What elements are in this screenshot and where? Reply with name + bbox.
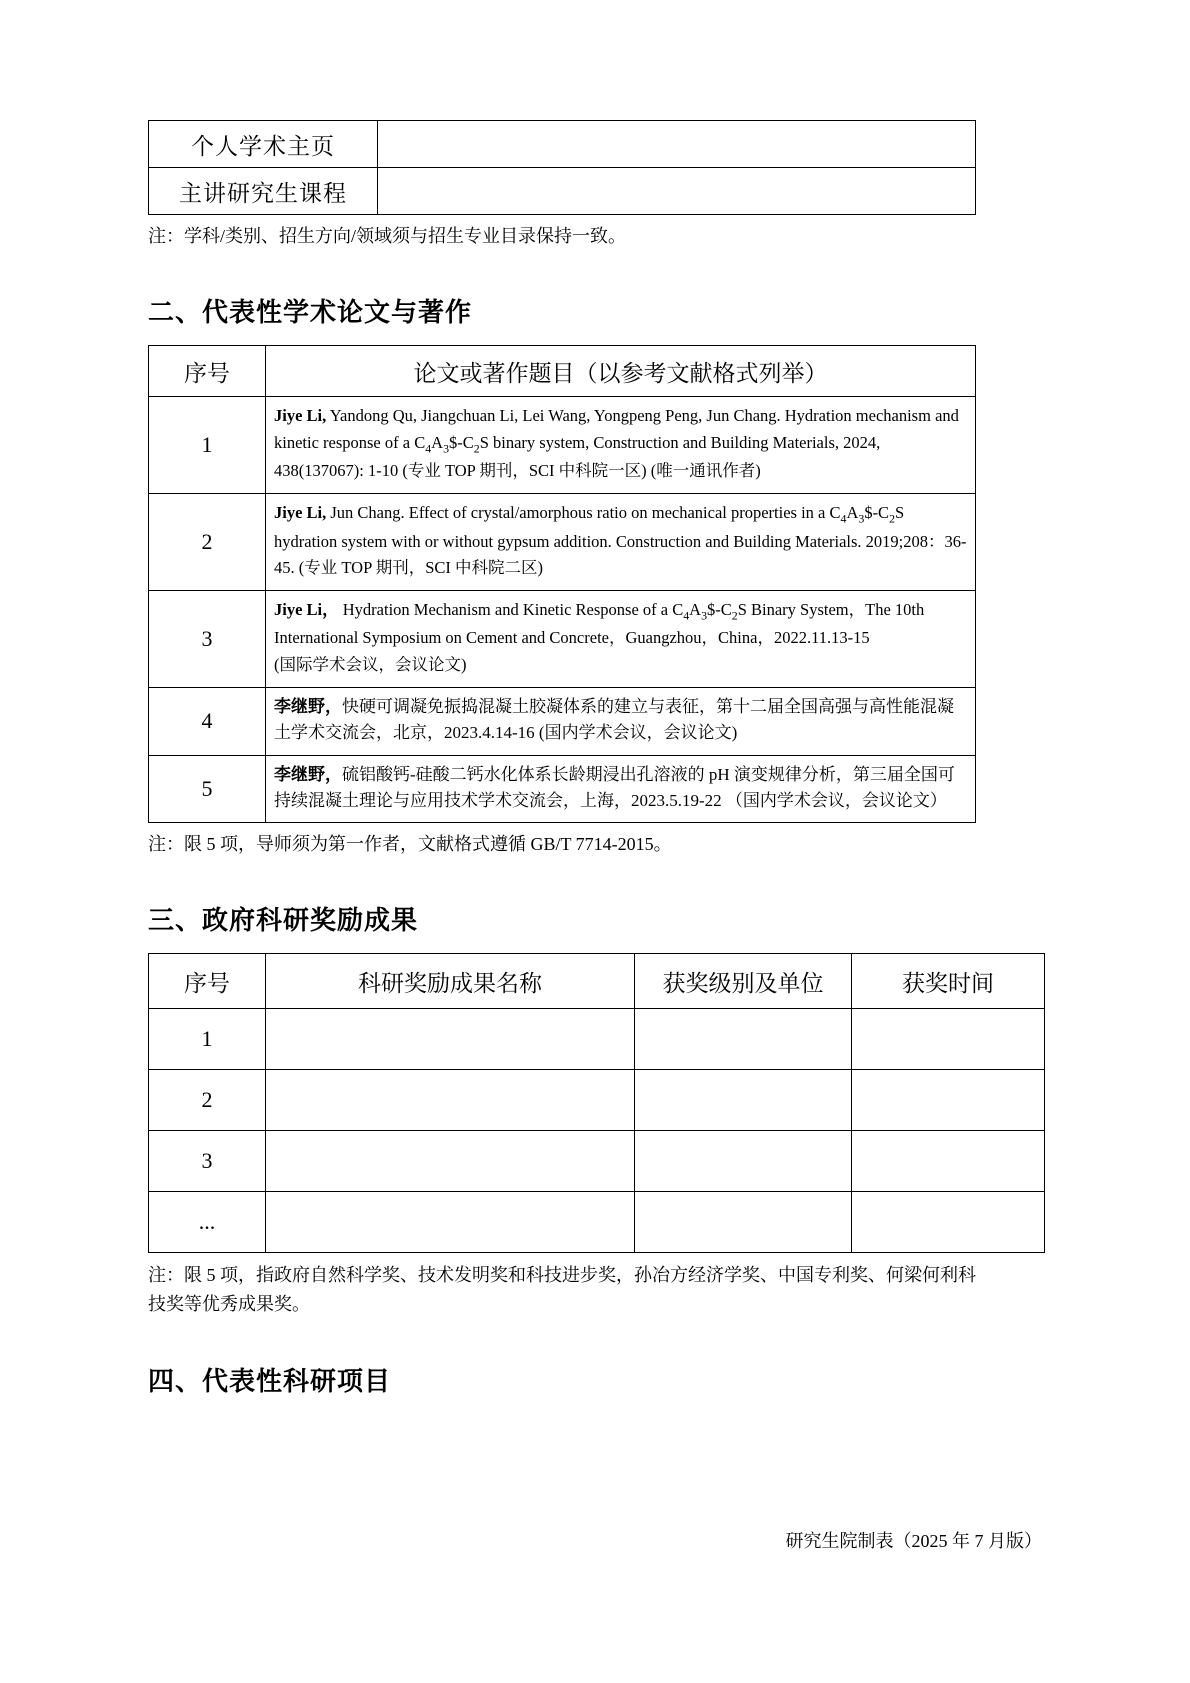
- table-row: [149, 755, 976, 823]
- table-row: [149, 397, 976, 494]
- course-label: 主讲研究生课程: [149, 168, 378, 215]
- paper-body-4: [266, 687, 976, 755]
- course-value[interactable]: [378, 168, 976, 215]
- page-footer: 研究生院制表（2025 年 7 月版）: [785, 1531, 1042, 1551]
- paper-body-3: [266, 590, 976, 687]
- award-level-1[interactable]: [635, 1009, 852, 1070]
- table-row: [149, 1009, 1045, 1070]
- paper-body-2: [266, 493, 976, 590]
- document-content: [148, 120, 994, 1414]
- paper-text-2: Jun Chang. Effect of crystal/amorphous ratio on mechanical properties in a $C_4A_3\$-C_2S$ hydration system with or without gypsum addition. Construction and Building Materials. 2019;208：36-45. (专业 TOP 期刊，SCI 中科院二区): [274, 502, 967, 578]
- section-title-papers: 二、代表性学术论文与著作: [148, 297, 473, 327]
- table-row: [149, 1192, 1045, 1253]
- papers-table: [148, 345, 976, 823]
- papers-note: 注：限 5 项，导师须为第一作者，文献格式遵循 GB/T 7714-2015。: [148, 834, 672, 855]
- award-name-1[interactable]: [266, 1009, 635, 1070]
- papers-header-no: 序号: [149, 346, 266, 397]
- award-no-1: 1: [149, 1009, 266, 1070]
- award-time-4[interactable]: [852, 1192, 1045, 1253]
- paper-author-4: 李继野，: [274, 696, 342, 716]
- paper-author-3: Jiye Li，: [274, 599, 339, 619]
- table-header-row: [149, 954, 1045, 1009]
- homepage-value[interactable]: [378, 121, 976, 168]
- award-name-2[interactable]: [266, 1070, 635, 1131]
- personal-info-note: 注：学科/类别、招生方向/领域须与招生专业目录保持一致。: [148, 226, 626, 246]
- paper-no-1: 1: [149, 397, 266, 494]
- award-no-4: ...: [149, 1192, 266, 1253]
- award-time-1[interactable]: [852, 1009, 1045, 1070]
- award-time-3[interactable]: [852, 1131, 1045, 1192]
- table-row: [149, 687, 976, 755]
- paper-text-4: 快硬可调凝免振捣混凝土胶凝体系的建立与表征，第十二届全国高强与高性能混凝土学术交流会，北京，2023.4.14-16 (国内学术会议，会议论文): [274, 696, 954, 743]
- section-title-awards: 三、政府科研奖励成果: [148, 905, 419, 936]
- paper-no-3: 3: [149, 590, 266, 687]
- table-row: [149, 1131, 1045, 1192]
- paper-text-3: Hydration Mechanism and Kinetic Response of a $C_4A_3\$-C_2S$ Binary System，The 10th International Symposium on Cement and Concrete，Guangzhou，China，2022.11.13-15 (国际学术会议，会议论文): [274, 599, 925, 675]
- paper-no-2: 2: [149, 493, 266, 590]
- paper-body-5: [266, 755, 976, 823]
- award-level-2[interactable]: [635, 1070, 852, 1131]
- paper-author-2: Jiye Li,: [274, 502, 327, 522]
- paper-text-1: Yandong Qu, Jiangchuan Li, Lei Wang, Yongpeng Peng, Jun Chang. Hydration mechanism and kinetic response of a $C_4A_3\$-C_2S$ binary system, Construction and Building Materials, 2024, 438(137067): 1-10 (专业 TOP 期刊，SCI 中科院一区) (唯一通讯作者): [274, 406, 959, 481]
- homepage-label: 个人学术主页: [149, 121, 378, 168]
- table-row: [149, 1070, 1045, 1131]
- awards-header-no: 序号: [149, 954, 266, 1009]
- award-level-3[interactable]: [635, 1131, 852, 1192]
- table-row: [149, 121, 976, 168]
- personal-info-table: [148, 120, 976, 215]
- table-row: [149, 590, 976, 687]
- paper-body-1: [266, 397, 976, 494]
- table-row: [149, 493, 976, 590]
- paper-author-5: 李继野，: [274, 764, 342, 784]
- papers-header-title: 论文或著作题目（以参考文献格式列举）: [266, 346, 976, 397]
- paper-no-4: 4: [149, 687, 266, 755]
- table-header-row: [149, 346, 976, 397]
- table-row: [149, 168, 976, 215]
- award-name-3[interactable]: [266, 1131, 635, 1192]
- awards-header-time: 获奖时间: [852, 954, 1045, 1009]
- awards-table: [148, 953, 1045, 1253]
- paper-text-5: 硫铝酸钙-硅酸二钙水化体系长龄期浸出孔溶液的 pH 演变规律分析，第三届全国可持续混凝土理论与应用技术学术交流会，上海，2023.5.19-22 （国内学术会议，会议论文）: [274, 764, 955, 810]
- award-level-4[interactable]: [635, 1192, 852, 1253]
- section-title-projects: 四、代表性科研项目: [148, 1365, 392, 1396]
- award-name-4[interactable]: [266, 1192, 635, 1253]
- award-time-2[interactable]: [852, 1070, 1045, 1131]
- awards-header-level: 获奖级别及单位: [635, 954, 852, 1009]
- award-no-2: 2: [149, 1070, 266, 1131]
- award-no-3: 3: [149, 1131, 266, 1192]
- paper-author-1: Jiye Li,: [274, 406, 327, 425]
- awards-header-name: 科研奖励成果名称: [266, 954, 635, 1009]
- awards-note: 注：限 5 项，指政府自然科学奖、技术发明奖和科技进步奖，孙冶方经济学奖、中国专利奖、何梁何利科技奖等优秀成果奖。: [148, 1265, 976, 1315]
- paper-no-5: 5: [149, 755, 266, 823]
